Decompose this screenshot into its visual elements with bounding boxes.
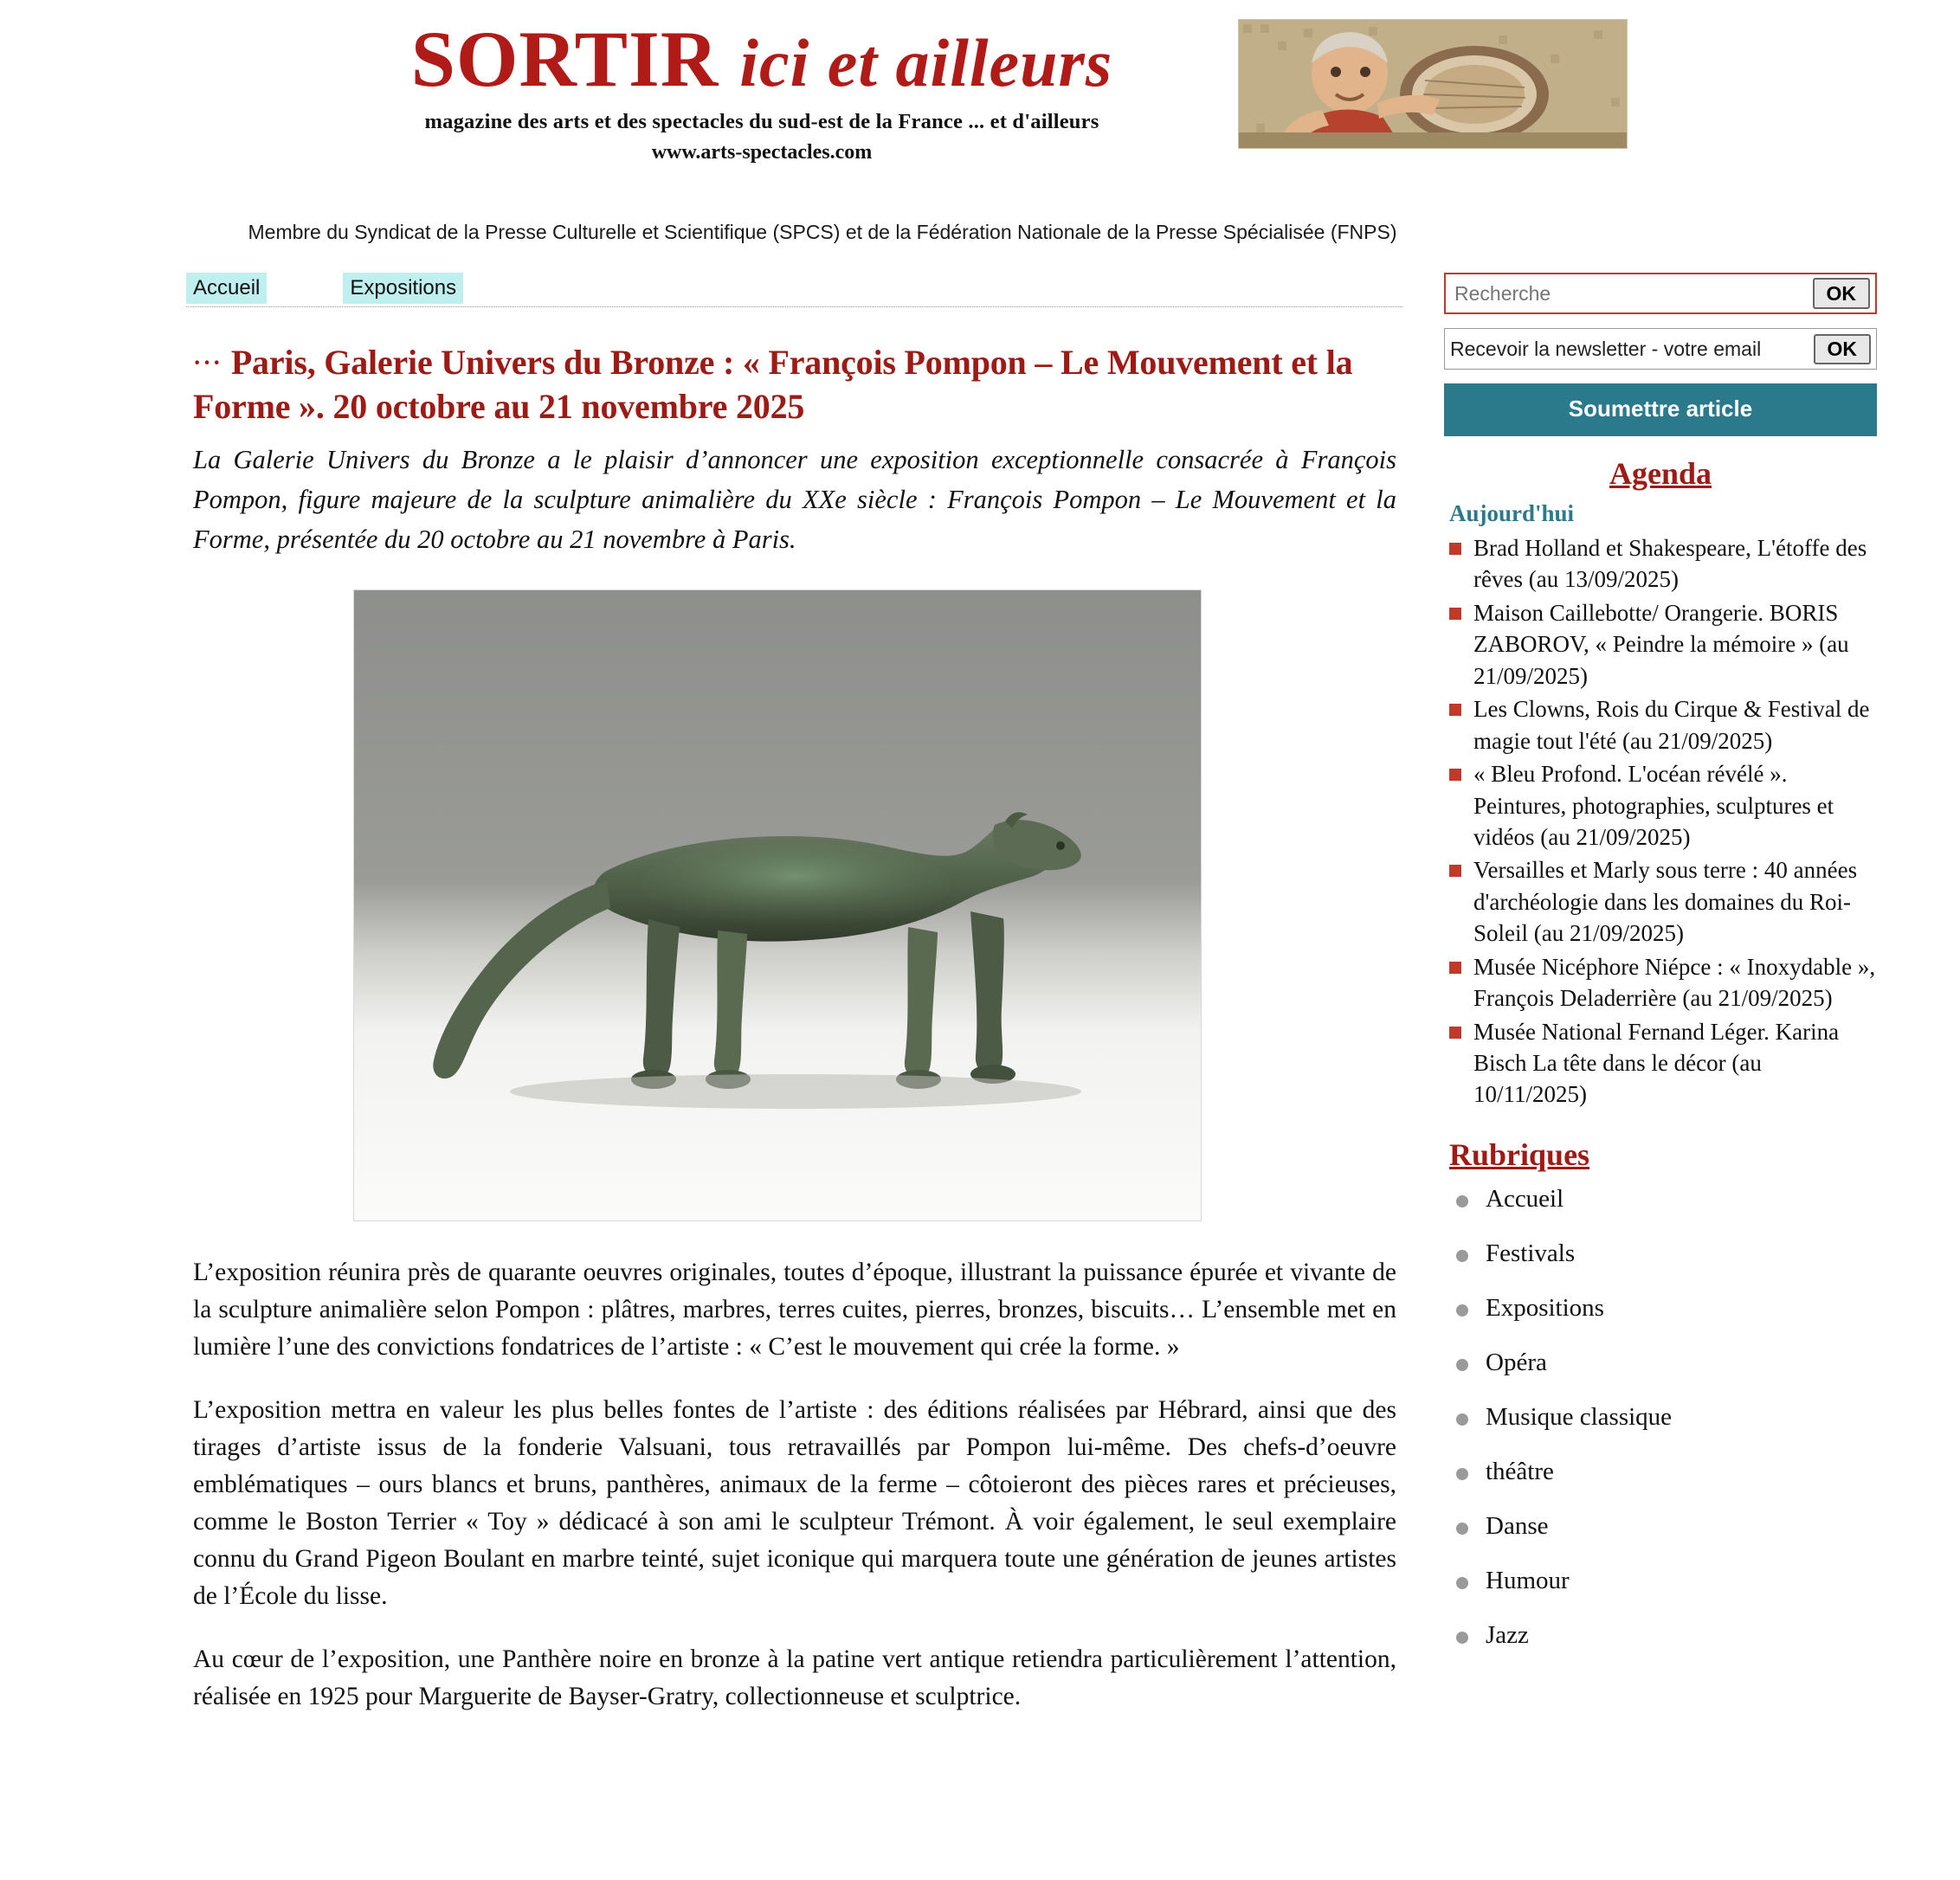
agenda-list	[1444, 532, 1877, 1111]
sidebar	[1444, 273, 1877, 1676]
main-column	[186, 273, 1402, 1716]
article-title	[193, 340, 1402, 428]
bullet-dot-icon	[1456, 1250, 1468, 1262]
submit-article-button[interactable]: Soumettre article	[1444, 383, 1877, 436]
panther-sculpture-illustration	[389, 742, 1168, 1149]
rubrique-label: théâtre	[1486, 1457, 1554, 1485]
mosaic-banner-image	[1238, 19, 1628, 149]
agenda-item-label: Brad Holland et Shakespeare, L'étoffe des rêves (au 13/09/2025)	[1473, 535, 1867, 593]
site-url: www.arts-spectacles.com	[651, 140, 873, 164]
newsletter-label: Recevoir la newsletter - votre email	[1450, 337, 1762, 360]
bullet-dot-icon	[1456, 1523, 1468, 1535]
newsletter-ok-button[interactable]: OK	[1814, 334, 1872, 364]
site-tagline: magazine des arts et des spectacles du sud-est de la France ... et d'ailleurs	[424, 109, 1099, 133]
bullet-square-icon	[1449, 543, 1461, 555]
rubrique-item-jazz[interactable]	[1444, 1621, 1877, 1650]
agenda-item-label: « Bleu Profond. L'océan révélé ». Peintures, photographies, sculptures et vidéos (au 21/09/2025)	[1473, 761, 1834, 850]
logo-main: SORTIR	[410, 15, 719, 103]
search-input[interactable]	[1446, 274, 1813, 312]
agenda-item[interactable]	[1444, 951, 1877, 1014]
masthead	[0, 0, 1960, 243]
rubrique-item-expositions[interactable]	[1444, 1294, 1877, 1323]
bullet-dot-icon	[1456, 1359, 1468, 1371]
agenda-heading: Agenda	[1609, 456, 1712, 491]
bullet-dot-icon	[1456, 1304, 1468, 1317]
logo-text	[286, 17, 1238, 101]
newsletter-box[interactable]	[1444, 328, 1877, 370]
site-logo[interactable]	[286, 17, 1238, 164]
agenda-item-label: Les Clowns, Rois du Cirque & Festival de magie tout l'été (au 21/09/2025)	[1473, 696, 1870, 754]
content-area	[0, 273, 1960, 1711]
bullet-square-icon	[1449, 962, 1461, 974]
article-paragraph-2: L’exposition mettra en valeur les plus belles fontes de l’artiste : des éditions réalisées par Hébrard, ainsi que des tirages d’artiste issus de la fonderie Valsuani, tous retravaillés par Pompon lui-même. Des chefs-d’oeuvre emblématiques – ours blancs et bruns, panthères, animaux de la ferme – côtoieront des pièces rares et précieuses, comme le Boston Terrier « Toy » dédicacé à son ami le sculpteur Trémont. À voir également, le seul exemplaire connu du Grand Pigeon Boulant en marbre teinté, sujet iconique qui marquera toute une génération de jeunes artistes de l’École du lisse.	[193, 1395, 1396, 1611]
agenda-item-label: Versailles et Marly sous terre : 40 années d'archéologie dans les domaines du Roi-Soleil (au 21/09/2025)	[1473, 857, 1858, 947]
article-title-text: Paris, Galerie Univers du Bronze : « François Pompon – Le Mouvement et la Forme ». 20 octobre au 21 novembre 2025	[193, 343, 1353, 427]
rubrique-item-opera[interactable]	[1444, 1349, 1877, 1377]
agenda-item[interactable]	[1444, 854, 1877, 949]
rubrique-item-danse[interactable]	[1444, 1512, 1877, 1541]
title-dots: ···	[193, 350, 223, 377]
search-box[interactable]	[1444, 273, 1877, 314]
agenda-item-label: Musée National Fernand Léger. Karina Bisch La tête dans le décor (au 10/11/2025)	[1473, 1018, 1840, 1108]
mosaic-illustration	[1239, 20, 1628, 149]
rubrique-label: Festivals	[1486, 1239, 1576, 1267]
rubrique-item-festivals[interactable]	[1444, 1239, 1877, 1268]
rubrique-item-accueil[interactable]	[1444, 1185, 1877, 1214]
search-ok-button[interactable]: OK	[1813, 278, 1871, 309]
agenda-item[interactable]	[1444, 532, 1877, 596]
agenda-item[interactable]	[1444, 1016, 1877, 1111]
rubrique-label: Humour	[1486, 1566, 1570, 1594]
article	[186, 307, 1402, 1716]
bullet-square-icon	[1449, 704, 1461, 716]
bullet-dot-icon	[1456, 1577, 1468, 1589]
bullet-dot-icon	[1456, 1195, 1468, 1207]
rubriques-list	[1444, 1185, 1877, 1650]
rubrique-label: Expositions	[1486, 1293, 1604, 1322]
agenda-item[interactable]	[1444, 758, 1877, 853]
bullet-square-icon	[1449, 608, 1461, 620]
nav-item-expositions[interactable]: Expositions	[343, 273, 463, 304]
bullet-dot-icon	[1456, 1468, 1468, 1480]
membership-line: Membre du Syndicat de la Presse Culturelle et Scientifique (SPCS) et de la Fédération Nationale de la Presse Spécialisée (FNPS)	[248, 221, 1397, 243]
bullet-dot-icon	[1456, 1632, 1468, 1644]
nav-item-accueil[interactable]: Accueil	[186, 273, 267, 304]
rubrique-item-musique-classique[interactable]	[1444, 1403, 1877, 1432]
rubriques-heading: Rubriques	[1449, 1136, 1590, 1172]
agenda-item-label: Maison Caillebotte/ Orangerie. BORIS ZABOROV, « Peindre la mémoire » (au 21/09/2025)	[1473, 599, 1849, 689]
logo-italic: ici et ailleurs	[739, 25, 1113, 100]
article-paragraph-3: Au cœur de l’exposition, une Panthère noire en bronze à la patine vert antique retiendra particulièrement l’attention, réalisée en 1925 pour Marguerite de Bayser-Gratry, collectionneuse et sculptrice.	[193, 1645, 1396, 1711]
bullet-square-icon	[1449, 1027, 1461, 1039]
agenda-subheading: Aujourd'hui	[1449, 500, 1575, 526]
rubrique-label: Accueil	[1486, 1184, 1564, 1213]
bullet-square-icon	[1449, 865, 1461, 877]
agenda-item[interactable]	[1444, 693, 1877, 757]
rubrique-item-theatre[interactable]	[1444, 1458, 1877, 1486]
agenda-item-label: Musée Nicéphore Niépce : « Inoxydable », François Deladerrière (au 21/09/2025)	[1473, 953, 1876, 1012]
bullet-square-icon	[1449, 769, 1461, 781]
breadcrumb-nav	[186, 273, 1402, 307]
rubrique-item-humour[interactable]	[1444, 1567, 1877, 1595]
article-image	[353, 589, 1202, 1221]
article-lede: La Galerie Univers du Bronze a le plaisir d’annoncer une exposition exceptionnelle consacrée à François Pompon, figure majeure de la sculpture animalière du XXe siècle : François Pompon – Le Mouvement et la Forme, présentée du 20 octobre au 21 novembre à Paris.	[193, 445, 1396, 554]
agenda-item[interactable]	[1444, 597, 1877, 692]
bullet-dot-icon	[1456, 1413, 1468, 1426]
article-paragraph-1: L’exposition réunira près de quarante oeuvres originales, toutes d’époque, illustrant la puissance épurée et vivante de la sculpture animalière selon Pompon : plâtres, marbres, terres cuites, pierres, bronzes, biscuits… L’ensemble met en lumière l’une des convictions fondatrices de l’artiste : « C’est le mouvement qui crée la forme. »	[193, 1258, 1396, 1361]
rubrique-label: Jazz	[1486, 1620, 1529, 1649]
rubrique-label: Musique classique	[1486, 1402, 1673, 1431]
rubrique-label: Opéra	[1486, 1348, 1547, 1376]
rubrique-label: Danse	[1486, 1511, 1549, 1540]
